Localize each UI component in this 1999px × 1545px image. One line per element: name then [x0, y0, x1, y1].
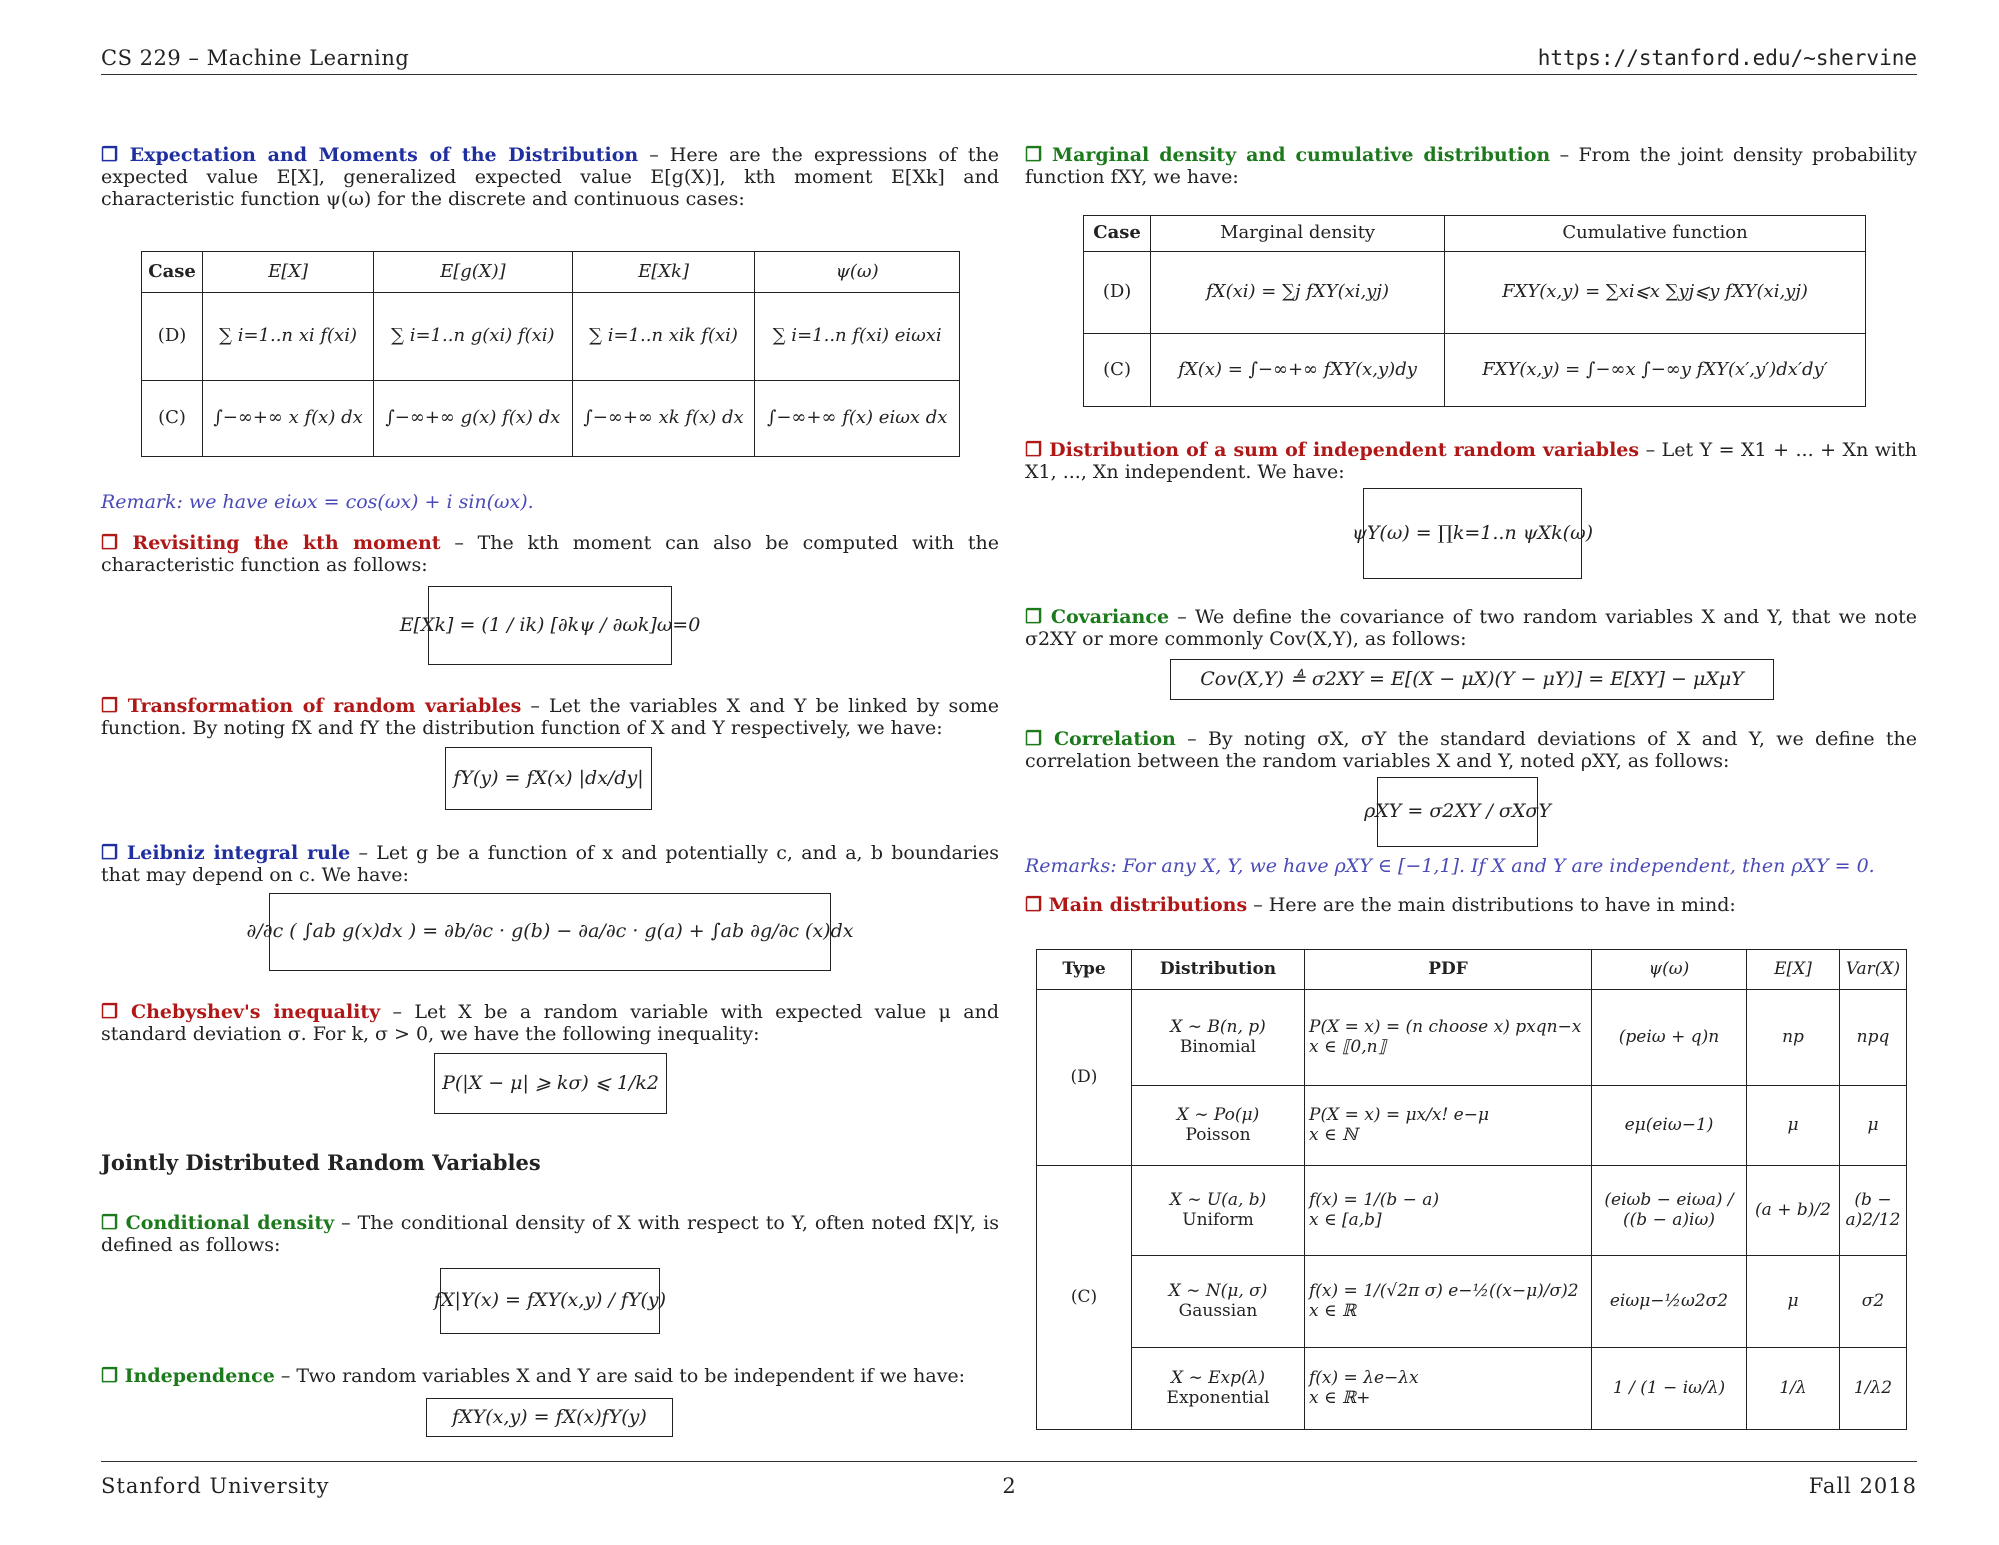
table-header: Type	[1037, 950, 1132, 990]
kth-title: Revisiting the kth moment	[132, 532, 441, 554]
table-cell: ∫−∞+∞ f(x) eiωx dx	[755, 381, 960, 457]
dist-cell: X ∼ N(μ, σ) Gaussian	[1132, 1256, 1305, 1348]
psi-cell: (eiωb − eiωa) / ((b − a)iω)	[1592, 1166, 1747, 1256]
conditional-title: Conditional density	[125, 1212, 335, 1234]
table-cell: ∫−∞+∞ g(x) f(x) dx	[374, 381, 573, 457]
leibniz-paragraph: ❒ Leibniz integral rule – Let g be a function of x and potentially c, and a, b boundaries that may depend on c. We have:	[101, 842, 999, 886]
table-header: Var(X)	[1840, 950, 1907, 990]
distributions-table	[1036, 949, 1907, 1430]
psi-cell: eμ(eiω−1)	[1592, 1086, 1747, 1166]
conditional-formula: fX|Y(x) = fXY(x,y) / fY(y)	[440, 1268, 660, 1334]
moments-table	[141, 251, 960, 457]
psi-cell: eiωμ−½ω2σ2	[1592, 1256, 1747, 1348]
independence-paragraph: ❒ Independence – Two random variables X and Y are said to be independent if we have:	[101, 1365, 966, 1387]
table-cell: fX(x) = ∫−∞+∞ fXY(x,y)dy	[1151, 334, 1445, 407]
table-cell: ∑ i=1..n xik f(xi)	[572, 293, 755, 381]
table-cell: (C)	[1084, 334, 1151, 407]
table-header: E[X]	[1747, 950, 1840, 990]
sum-paragraph: ❒ Distribution of a sum of independent random variables – Let Y = X1 + ... + Xn with X1, ..., Xn independent. We have:	[1025, 439, 1918, 483]
university-name: Stanford University	[101, 1474, 330, 1498]
section-heading: Jointly Distributed Random Variables	[101, 1150, 541, 1175]
chebyshev-title: Chebyshev's inequality	[130, 1001, 381, 1023]
var-cell: 1/λ2	[1840, 1348, 1907, 1430]
independence-text: – Two random variables X and Y are said to be independent if we have:	[274, 1365, 966, 1387]
table-header: PDF	[1305, 950, 1592, 990]
table-header: Case	[142, 252, 203, 293]
pdf-cell: P(X = x) = μx/x! e−μ x ∈ ℕ	[1305, 1086, 1592, 1166]
transform-title: Transformation of random variables	[127, 695, 522, 717]
table-header: Case	[1084, 216, 1151, 252]
expectation-title: Expectation and Moments of the Distribution	[129, 144, 639, 166]
table-cell: (D)	[1084, 252, 1151, 334]
group-label: (C)	[1037, 1166, 1132, 1430]
kth-text: – The kth moment can also be computed with the characteristic function as follows:	[101, 532, 999, 576]
table-header: ψ(ω)	[1592, 950, 1747, 990]
dist-cell: X ∼ Exp(λ) Exponential	[1132, 1348, 1305, 1430]
ex-cell: μ	[1747, 1256, 1840, 1348]
table-header: Distribution	[1132, 950, 1305, 990]
pdf-cell: P(X = x) = (n choose x) pxqn−x x ∈ ⟦0,n⟧	[1305, 990, 1592, 1086]
expectation-text: – Here are the expressions of the expected value E[X], generalized expected value E[g(X)], kth moment E[Xk] and characteristic function ψ(ω) for the discrete and continuous cases:	[101, 144, 999, 210]
pdf-cell: f(x) = 1/(√2π σ) e−½((x−μ)/σ)2 x ∈ ℝ	[1305, 1256, 1592, 1348]
correlation-text: – By noting σX, σY the standard deviations of X and Y, we define the correlation between the random variables X and Y, noted ρXY, as follows:	[1025, 728, 1917, 772]
remarks-correlation: Remarks: For any X, Y, we have ρXY ∈ [−1,1]. If X and Y are independent, then ρXY = 0.	[1025, 855, 1875, 877]
table-cell: (D)	[142, 293, 203, 381]
covariance-formula: Cov(X,Y) ≜ σ2XY = E[(X − μX)(Y − μY)] = E[XY] − μXμY	[1170, 659, 1774, 700]
ex-cell: (a + b)/2	[1747, 1166, 1840, 1256]
table-cell: FXY(x,y) = ∫−∞x ∫−∞y fXY(x′,y′)dx′dy′	[1445, 334, 1866, 407]
pdf-cell: f(x) = λe−λx x ∈ ℝ+	[1305, 1348, 1592, 1430]
table-cell: ∑ i=1..n g(xi) f(xi)	[374, 293, 573, 381]
table-header: E[g(X)]	[374, 252, 573, 293]
table-header: Cumulative function	[1445, 216, 1866, 252]
var-cell: σ2	[1840, 1256, 1907, 1348]
page-footer	[101, 1461, 1917, 1502]
term-label: Fall 2018	[1808, 1474, 1917, 1498]
remark-euler: Remark: we have eiωx = cos(ωx) + i sin(ωx).	[101, 491, 534, 513]
table-header: ψ(ω)	[755, 252, 960, 293]
sum-text: – Let Y = X1 + ... + Xn with X1, ..., Xn independent. We have:	[1025, 439, 1918, 483]
main-title: Main distributions	[1048, 894, 1248, 916]
table-header: E[X]	[203, 252, 374, 293]
ex-cell: μ	[1747, 1086, 1840, 1166]
marginal-text: – From the joint density probability function fXY, we have:	[1025, 144, 1917, 188]
independence-title: Independence	[124, 1365, 275, 1387]
group-label: (D)	[1037, 990, 1132, 1166]
table-cell: ∫−∞+∞ x f(x) dx	[203, 381, 374, 457]
chebyshev-formula: P(|X − μ| ⩾ kσ) ⩽ 1/k2	[434, 1053, 667, 1114]
main-paragraph: ❒ Main distributions – Here are the main distributions to have in mind:	[1025, 894, 1736, 916]
psi-cell: 1 / (1 − iω/λ)	[1592, 1348, 1747, 1430]
correlation-paragraph: ❒ Correlation – By noting σX, σY the standard deviations of X and Y, we define the correlation between the random variables X and Y, noted ρXY, as follows:	[1025, 728, 1917, 772]
table-cell: fX(xi) = ∑j fXY(xi,yj)	[1151, 252, 1445, 334]
ex-cell: 1/λ	[1747, 1348, 1840, 1430]
var-cell: (b − a)2/12	[1840, 1166, 1907, 1256]
conditional-paragraph: ❒ Conditional density – The conditional density of X with respect to Y, often noted fX|Y, is defined as follows:	[101, 1212, 999, 1256]
table-header: E[Xk]	[572, 252, 755, 293]
expectation-paragraph: ❒ Expectation and Moments of the Distribution – Here are the expressions of the expected value E[X], generalized expected value E[g(X)], kth moment E[Xk] and characteristic function ψ(ω) for the discrete and continuous cases:	[101, 144, 999, 210]
marginal-title: Marginal density and cumulative distribution	[1052, 144, 1551, 166]
main-text: – Here are the main distributions to have in mind:	[1247, 894, 1736, 916]
leibniz-title: Leibniz integral rule	[126, 842, 351, 864]
marginal-paragraph: ❒ Marginal density and cumulative distribution – From the joint density probability function fXY, we have:	[1025, 144, 1917, 188]
leibniz-text: – Let g be a function of x and potentially c, and a, b boundaries that may depend on c. We have:	[101, 842, 999, 886]
transform-text: – Let the variables X and Y be linked by some function. By noting fX and fY the distribution function of X and Y respectively, we have:	[101, 695, 999, 739]
var-cell: μ	[1840, 1086, 1907, 1166]
psi-cell: (peiω + q)n	[1592, 990, 1747, 1086]
transform-paragraph: ❒ Transformation of random variables – Let the variables X and Y be linked by some function. By noting fX and fY the distribution function of X and Y respectively, we have:	[101, 695, 999, 739]
sum-title: Distribution of a sum of independent random variables	[1049, 439, 1640, 461]
table-cell: (C)	[142, 381, 203, 457]
dist-cell: X ∼ U(a, b) Uniform	[1132, 1166, 1305, 1256]
marginal-table	[1083, 215, 1866, 407]
leibniz-formula: ∂/∂c ( ∫ab g(x)dx ) = ∂b/∂c · g(b) − ∂a/∂c · g(a) + ∫ab ∂g/∂c (x)dx	[269, 893, 831, 971]
author-url[interactable]: https://stanford.edu/~shervine	[1537, 45, 1917, 70]
table-cell: ∫−∞+∞ xk f(x) dx	[572, 381, 755, 457]
covariance-title: Covariance	[1050, 606, 1170, 628]
ex-cell: np	[1747, 990, 1840, 1086]
table-cell: FXY(x,y) = ∑xi⩽x ∑yj⩽y fXY(xi,yj)	[1445, 252, 1866, 334]
pdf-cell: f(x) = 1/(b − a) x ∈ [a,b]	[1305, 1166, 1592, 1256]
chebyshev-text: – Let X be a random variable with expected value μ and standard deviation σ. For k, σ > 0, we have the following inequality:	[101, 1001, 999, 1045]
covariance-paragraph: ❒ Covariance – We define the covariance of two random variables X and Y, that we note σ2XY or more commonly Cov(X,Y), as follows:	[1025, 606, 1917, 650]
independence-formula: fXY(x,y) = fX(x)fY(y)	[426, 1398, 673, 1437]
chebyshev-paragraph: ❒ Chebyshev's inequality – Let X be a random variable with expected value μ and standard deviation σ. For k, σ > 0, we have the following inequality:	[101, 1001, 999, 1045]
correlation-formula: ρXY = σ2XY / σXσY	[1377, 777, 1538, 847]
page-header	[101, 44, 1917, 75]
dist-cell: X ∼ B(n, p) Binomial	[1132, 990, 1305, 1086]
correlation-title: Correlation	[1053, 728, 1176, 750]
table-cell: ∑ i=1..n xi f(xi)	[203, 293, 374, 381]
page-number: 2	[1002, 1474, 1016, 1498]
kth-formula: E[Xk] = (1 / ik) [∂kψ / ∂ωk]ω=0	[428, 586, 672, 665]
table-header: Marginal density	[1151, 216, 1445, 252]
transform-formula: fY(y) = fX(x) |dx/dy|	[445, 747, 652, 810]
dist-cell: X ∼ Po(μ) Poisson	[1132, 1086, 1305, 1166]
covariance-text: – We define the covariance of two random variables X and Y, that we note σ2XY or more commonly Cov(X,Y), as follows:	[1025, 606, 1917, 650]
kth-paragraph: ❒ Revisiting the kth moment – The kth moment can also be computed with the characteristic function as follows:	[101, 532, 999, 576]
table-cell: ∑ i=1..n f(xi) eiωxi	[755, 293, 960, 381]
var-cell: npq	[1840, 990, 1907, 1086]
course-title: CS 229 – Machine Learning	[101, 45, 410, 70]
conditional-text: – The conditional density of X with respect to Y, often noted fX|Y, is defined as follows:	[101, 1212, 999, 1256]
sum-formula: ψY(ω) = ∏k=1..n ψXk(ω)	[1363, 488, 1582, 579]
